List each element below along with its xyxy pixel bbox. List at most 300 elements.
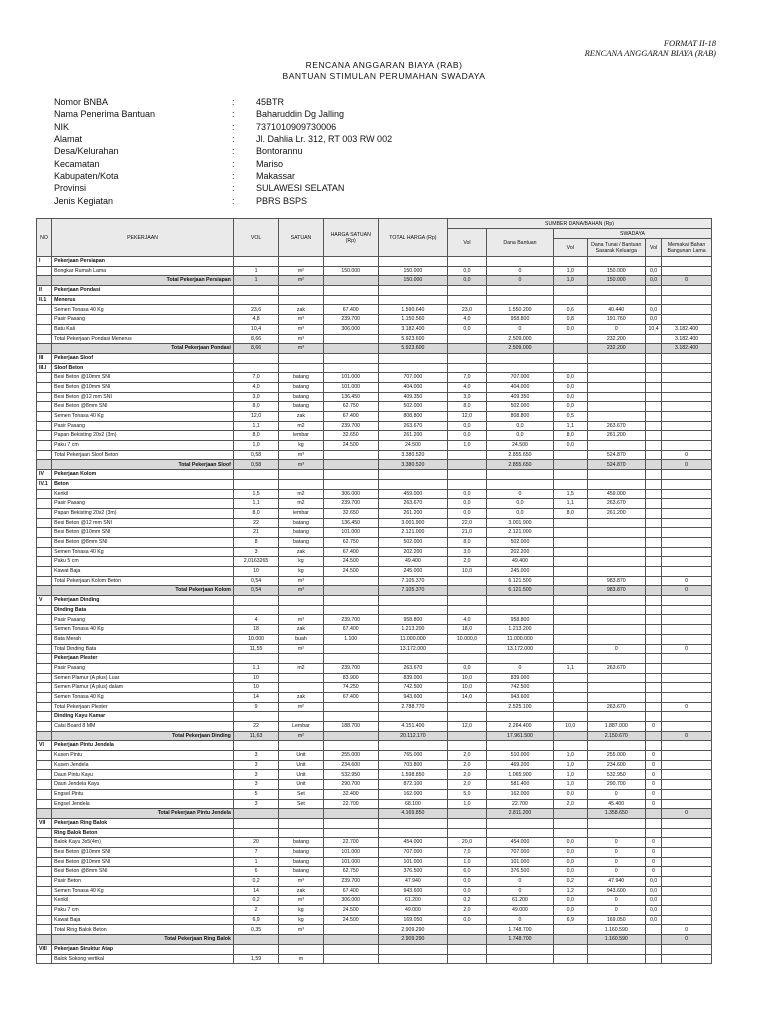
cell-total-harga: 263.670: [378, 499, 447, 509]
cell-pekerjaan: Balok Kayu 3x5(4m): [52, 838, 234, 848]
cell-vol-tunai: [554, 925, 588, 935]
cell-vol-tunai: [554, 818, 588, 828]
cell-vol: [233, 470, 278, 480]
cell-vol-bantuan: 18,0: [448, 625, 487, 635]
cell-satuan: kg: [279, 567, 323, 577]
cell-no: [37, 915, 52, 925]
cell-vol-tunai: [554, 702, 588, 712]
cell-vol-tunai: 0,0: [554, 789, 588, 799]
cell-harga-satuan: [323, 479, 378, 489]
cell-dana-tunai: 263.670: [587, 499, 645, 509]
cell-satuan: m2: [279, 663, 323, 673]
section-row: [37, 654, 712, 664]
info-colon: :: [232, 146, 235, 157]
cell-bahan-lama: [662, 867, 712, 877]
section-row: [37, 479, 712, 489]
table-row: [37, 789, 712, 799]
cell-harga-satuan: 306.000: [323, 489, 378, 499]
cell-no: IV: [37, 470, 52, 480]
cell-total-harga: 202.200: [378, 547, 447, 557]
cell-harga-satuan: 1.100: [323, 634, 378, 644]
cell-dana-bantuan: 0: [486, 324, 553, 334]
table-row: [37, 567, 712, 577]
cell-satuan: m³: [279, 324, 323, 334]
cell-vol-lama: 0,0: [645, 315, 661, 325]
cell-vol: 0,58: [233, 460, 278, 470]
cell-dana-tunai: [587, 944, 645, 954]
cell-vol-lama: [645, 809, 661, 819]
cell-pekerjaan: Pekerjaan Kolom: [52, 470, 234, 480]
cell-pekerjaan: Semen Tonasa 40 Kg: [52, 305, 234, 315]
cell-pekerjaan: Batu Kali: [52, 324, 234, 334]
cell-pekerjaan: Beton: [52, 479, 234, 489]
cell-pekerjaan: Dinding Bata: [52, 605, 234, 615]
cell-harga-satuan: 62.750: [323, 537, 378, 547]
cell-satuan: kg: [279, 557, 323, 567]
cell-vol: 8: [233, 537, 278, 547]
cell-vol-lama: [645, 421, 661, 431]
rab-table: [36, 218, 712, 964]
info-row: [54, 121, 392, 133]
cell-dana-bantuan: 0,0: [486, 508, 553, 518]
table-row: [37, 838, 712, 848]
info-value: 7371010909730006: [256, 121, 337, 132]
info-colon: :: [232, 183, 235, 194]
cell-satuan: batang: [279, 838, 323, 848]
cell-dana-tunai: 0: [587, 906, 645, 916]
cell-pekerjaan: Total Pekerjaan Kolom Beton: [52, 576, 234, 586]
cell-total-harga: 3.001.900: [378, 518, 447, 528]
cell-bahan-lama: [662, 489, 712, 499]
cell-no: [37, 867, 52, 877]
cell-no: [37, 605, 52, 615]
cell-dana-tunai: [587, 257, 645, 267]
cell-vol: 20: [233, 838, 278, 848]
cell-dana-bantuan: [486, 363, 553, 373]
cell-dana-bantuan: 0: [486, 915, 553, 925]
cell-dana-tunai: [587, 402, 645, 412]
cell-vol-tunai: [554, 944, 588, 954]
cell-no: [37, 615, 52, 625]
cell-pekerjaan: Kerikil: [52, 489, 234, 499]
table-row: [37, 877, 712, 887]
cell-dana-tunai: [587, 654, 645, 664]
cell-vol-tunai: [554, 625, 588, 635]
cell-total-harga: 404.000: [378, 382, 447, 392]
cell-bahan-lama: [662, 789, 712, 799]
cell-vol: 0,2: [233, 896, 278, 906]
cell-pekerjaan: Total Pekerjaan Persiapan: [52, 276, 234, 286]
total-row: [37, 460, 712, 470]
cell-vol-bantuan: 0,0: [448, 421, 487, 431]
cell-no: [37, 392, 52, 402]
cell-satuan: [279, 741, 323, 751]
cell-vol-bantuan: [448, 712, 487, 722]
cell-dana-bantuan: 839.000: [486, 673, 553, 683]
cell-bahan-lama: [662, 751, 712, 761]
cell-satuan: batang: [279, 373, 323, 383]
cell-dana-tunai: 1.160.590: [587, 925, 645, 935]
cell-vol-bantuan: 0,0: [448, 877, 487, 887]
cell-bahan-lama: [662, 596, 712, 606]
cell-harga-satuan: [323, 450, 378, 460]
cell-harga-satuan: [323, 605, 378, 615]
col-harga-satuan: HARGA SATUAN (Rp): [323, 219, 378, 257]
cell-dana-tunai: [587, 828, 645, 838]
cell-harga-satuan: [323, 276, 378, 286]
cell-vol-tunai: 0,0: [554, 857, 588, 867]
cell-dana-bantuan: 22.700: [486, 799, 553, 809]
info-value: Baharuddin Dg Jalling: [256, 109, 345, 120]
cell-harga-satuan: 239.700: [323, 499, 378, 509]
cell-harga-satuan: 67.400: [323, 547, 378, 557]
table-row: [37, 906, 712, 916]
cell-bahan-lama: [662, 818, 712, 828]
cell-harga-satuan: 255.000: [323, 751, 378, 761]
cell-satuan: [279, 712, 323, 722]
cell-vol: 22: [233, 722, 278, 732]
cell-dana-bantuan: 0: [486, 276, 553, 286]
cell-satuan: [279, 673, 323, 683]
cell-pekerjaan: Besi Beton @10mm SNI: [52, 373, 234, 383]
cell-vol: 21: [233, 528, 278, 538]
cell-dana-tunai: [587, 353, 645, 363]
cell-bahan-lama: [662, 257, 712, 267]
cell-pekerjaan: Papan Bekisting 20x2 (3m): [52, 431, 234, 441]
cell-pekerjaan: Kusen Jendela: [52, 760, 234, 770]
table-row: [37, 402, 712, 412]
table-row: [37, 266, 712, 276]
cell-harga-satuan: [323, 925, 378, 935]
cell-no: [37, 751, 52, 761]
cell-vol-tunai: 1,0: [554, 760, 588, 770]
cell-no: [37, 760, 52, 770]
cell-dana-bantuan: [486, 954, 553, 964]
cell-vol-bantuan: 23,0: [448, 305, 487, 315]
cell-vol: 10,4: [233, 324, 278, 334]
cell-vol-tunai: 0,6: [554, 305, 588, 315]
cell-no: [37, 412, 52, 422]
cell-harga-satuan: 74.250: [323, 683, 378, 693]
cell-vol-tunai: 0,0: [554, 906, 588, 916]
table-row: [37, 373, 712, 383]
cell-harga-satuan: 32.650: [323, 431, 378, 441]
rab-table-container: [36, 218, 712, 964]
cell-dana-bantuan: [486, 596, 553, 606]
cell-harga-satuan: 306.000: [323, 896, 378, 906]
cell-harga-satuan: 136.450: [323, 392, 378, 402]
cell-pekerjaan: Besi Beton @8mm SNI: [52, 867, 234, 877]
cell-satuan: [279, 818, 323, 828]
format-code: FORMAT II-18: [663, 38, 716, 48]
cell-dana-bantuan: [486, 479, 553, 489]
cell-dana-bantuan: 2.264.400: [486, 722, 553, 732]
cell-vol-tunai: 8,0: [554, 508, 588, 518]
cell-dana-bantuan: 943.600: [486, 692, 553, 702]
cell-vol-tunai: [554, 692, 588, 702]
cell-bahan-lama: 0: [662, 644, 712, 654]
cell-pekerjaan: Semen Tonasa 40 Kg: [52, 547, 234, 557]
cell-bahan-lama: [662, 441, 712, 451]
cell-vol-lama: [645, 508, 661, 518]
info-label: Nomor BNBA: [54, 97, 109, 108]
cell-pekerjaan: Total Pekerjaan Pondasi: [52, 344, 234, 354]
cell-satuan: kg: [279, 906, 323, 916]
cell-harga-satuan: 67.400: [323, 692, 378, 702]
cell-no: [37, 722, 52, 732]
cell-harga-satuan: 22.700: [323, 799, 378, 809]
cell-no: [37, 344, 52, 354]
cell-total-harga: [378, 954, 447, 964]
cell-bahan-lama: [662, 479, 712, 489]
cell-harga-satuan: [323, 286, 378, 296]
cell-vol: [233, 295, 278, 305]
cell-harga-satuan: [323, 334, 378, 344]
cell-pekerjaan: Besi Beton @8mm SNI: [52, 537, 234, 547]
cell-harga-satuan: 101.000: [323, 857, 378, 867]
cell-total-harga: 459.000: [378, 489, 447, 499]
cell-dana-bantuan: [486, 654, 553, 664]
cell-no: [37, 547, 52, 557]
cell-satuan: m2: [279, 499, 323, 509]
cell-vol-tunai: [554, 537, 588, 547]
format-label: [585, 38, 716, 58]
cell-satuan: [279, 295, 323, 305]
cell-pekerjaan: Total Pekerjaan Dinding: [52, 731, 234, 741]
cell-total-harga: 765.000: [378, 751, 447, 761]
cell-vol: 3: [233, 547, 278, 557]
cell-vol-bantuan: 10.000,0: [448, 634, 487, 644]
cell-harga-satuan: 239.700: [323, 315, 378, 325]
cell-vol-lama: [645, 625, 661, 635]
cell-satuan: m²: [279, 276, 323, 286]
cell-vol: [233, 257, 278, 267]
cell-vol-tunai: [554, 470, 588, 480]
cell-satuan: [279, 654, 323, 664]
cell-no: [37, 702, 52, 712]
cell-vol-lama: [645, 518, 661, 528]
cell-total-harga: 1.598.850: [378, 770, 447, 780]
cell-harga-satuan: 101.000: [323, 847, 378, 857]
cell-vol: 14: [233, 886, 278, 896]
cell-vol-lama: [645, 257, 661, 267]
cell-no: [37, 799, 52, 809]
info-colon: :: [232, 134, 235, 145]
cell-vol-tunai: 1,0: [554, 266, 588, 276]
cell-bahan-lama: [662, 654, 712, 664]
cell-vol-tunai: 2,0: [554, 799, 588, 809]
cell-harga-satuan: [323, 295, 378, 305]
cell-pekerjaan: Pekerjaan Sloof: [52, 353, 234, 363]
cell-no: II.1: [37, 295, 52, 305]
cell-pekerjaan: Semen Tonasa 40 Kg: [52, 692, 234, 702]
cell-vol-tunai: 10,0: [554, 722, 588, 732]
cell-vol-lama: [645, 818, 661, 828]
table-row: [37, 847, 712, 857]
cell-harga-satuan: 83.900: [323, 673, 378, 683]
cell-vol-tunai: [554, 712, 588, 722]
cell-vol: 5: [233, 789, 278, 799]
cell-vol-bantuan: 3,0: [448, 547, 487, 557]
info-colon: :: [232, 121, 235, 132]
cell-vol-bantuan: 2,0: [448, 557, 487, 567]
table-row: [37, 382, 712, 392]
cell-satuan: [279, 828, 323, 838]
cell-vol-tunai: [554, 731, 588, 741]
table-row: [37, 780, 712, 790]
col-total-harga: TOTAL HARGA (Rp): [378, 219, 447, 257]
cell-dana-bantuan: 502.000: [486, 537, 553, 547]
cell-total-harga: 2.909.290: [378, 935, 447, 945]
table-row: [37, 499, 712, 509]
table-row: [37, 751, 712, 761]
cell-vol-lama: [645, 731, 661, 741]
cell-vol: [233, 363, 278, 373]
cell-dana-bantuan: 245.000: [486, 567, 553, 577]
cell-vol-lama: 0: [645, 847, 661, 857]
cell-dana-bantuan: 958.800: [486, 315, 553, 325]
cell-vol-tunai: [554, 809, 588, 819]
col-pekerjaan: PEKERJAAN: [52, 219, 234, 257]
cell-total-harga: [378, 353, 447, 363]
cell-vol: [233, 818, 278, 828]
cell-vol-tunai: [554, 576, 588, 586]
cell-dana-tunai: 45.400: [587, 799, 645, 809]
cell-dana-tunai: [587, 441, 645, 451]
cell-dana-tunai: 232.200: [587, 334, 645, 344]
table-row: [37, 508, 712, 518]
cell-harga-satuan: 24.500: [323, 441, 378, 451]
cell-vol: 10: [233, 683, 278, 693]
cell-dana-bantuan: 958.800: [486, 615, 553, 625]
cell-vol: 14: [233, 692, 278, 702]
cell-vol-bantuan: [448, 741, 487, 751]
cell-vol: 3,0: [233, 392, 278, 402]
cell-vol-bantuan: 0,0: [448, 324, 487, 334]
cell-vol-lama: [645, 944, 661, 954]
cell-dana-tunai: [587, 295, 645, 305]
cell-vol-lama: 0: [645, 857, 661, 867]
table-row: [37, 692, 712, 702]
cell-vol-lama: [645, 382, 661, 392]
cell-vol-bantuan: 0,0: [448, 489, 487, 499]
cell-total-harga: [378, 295, 447, 305]
info-label: Nama Penerima Bantuan: [54, 109, 156, 120]
cell-dana-bantuan: 6.121.500: [486, 576, 553, 586]
cell-total-harga: 101.000: [378, 857, 447, 867]
cell-bahan-lama: [662, 741, 712, 751]
cell-pekerjaan: Sloof Beton: [52, 363, 234, 373]
cell-satuan: m²: [279, 266, 323, 276]
cell-vol-tunai: 1,0: [554, 770, 588, 780]
cell-no: [37, 935, 52, 945]
cell-vol-lama: [645, 344, 661, 354]
cell-total-harga: 245.000: [378, 567, 447, 577]
cell-harga-satuan: 22.700: [323, 838, 378, 848]
cell-no: [37, 625, 52, 635]
cell-vol-tunai: 0,0: [554, 838, 588, 848]
cell-dana-tunai: [587, 625, 645, 635]
cell-vol-bantuan: 1,0: [448, 799, 487, 809]
cell-total-harga: 3.182.400: [378, 324, 447, 334]
section-row: [37, 828, 712, 838]
cell-vol-lama: [645, 954, 661, 964]
cell-dana-tunai: 459.000: [587, 489, 645, 499]
cell-dana-bantuan: [486, 712, 553, 722]
info-colon: :: [232, 195, 235, 206]
cell-bahan-lama: [662, 857, 712, 867]
cell-harga-satuan: 101.000: [323, 373, 378, 383]
table-row: [37, 528, 712, 538]
table-row: [37, 315, 712, 325]
cell-bahan-lama: [662, 615, 712, 625]
cell-no: [37, 489, 52, 499]
cell-dana-tunai: [587, 712, 645, 722]
cell-no: VI: [37, 741, 52, 751]
cell-vol: [233, 828, 278, 838]
cell-vol-tunai: [554, 683, 588, 693]
cell-vol-bantuan: 0,0: [448, 508, 487, 518]
cell-bahan-lama: 0: [662, 731, 712, 741]
cell-vol-lama: 0: [645, 751, 661, 761]
cell-total-harga: [378, 712, 447, 722]
cell-dana-bantuan: [486, 605, 553, 615]
cell-satuan: [279, 605, 323, 615]
cell-vol-lama: 0,0: [645, 305, 661, 315]
table-row: [37, 770, 712, 780]
cell-satuan: m³: [279, 925, 323, 935]
subtotal-row: [37, 644, 712, 654]
cell-no: [37, 663, 52, 673]
cell-bahan-lama: [662, 266, 712, 276]
info-row: [54, 145, 392, 157]
cell-dana-tunai: 169.050: [587, 915, 645, 925]
cell-no: [37, 499, 52, 509]
cell-vol-bantuan: 4,0: [448, 315, 487, 325]
cell-vol-bantuan: 8,0: [448, 402, 487, 412]
cell-pekerjaan: Engsel Jendela: [52, 799, 234, 809]
cell-total-harga: 2.121.000: [378, 528, 447, 538]
cell-harga-satuan: [323, 470, 378, 480]
cell-total-harga: 409.350: [378, 392, 447, 402]
cell-total-harga: 1.150.560: [378, 315, 447, 325]
cell-no: [37, 586, 52, 596]
cell-vol-tunai: [554, 644, 588, 654]
cell-bahan-lama: 3.182.400: [662, 344, 712, 354]
cell-vol-tunai: [554, 460, 588, 470]
cell-pekerjaan: Kawat Baja: [52, 567, 234, 577]
cell-vol-lama: [645, 712, 661, 722]
cell-dana-bantuan: 202.200: [486, 547, 553, 557]
cell-dana-tunai: [587, 605, 645, 615]
cell-pekerjaan: Besi Beton @10mm SNI: [52, 382, 234, 392]
cell-no: [37, 673, 52, 683]
info-value: Jl. Dahlia Lr. 312, RT 003 RW 002: [256, 134, 393, 145]
cell-satuan: m³: [279, 586, 323, 596]
cell-bahan-lama: 0: [662, 809, 712, 819]
cell-harga-satuan: [323, 731, 378, 741]
cell-vol-bantuan: 1,0: [448, 441, 487, 451]
total-row: [37, 731, 712, 741]
cell-pekerjaan: Semen Tonasa 40 Kg: [52, 625, 234, 635]
cell-vol-tunai: [554, 450, 588, 460]
cell-vol-tunai: 0,0: [554, 373, 588, 383]
info-colon: :: [232, 109, 235, 120]
recipient-info: [54, 96, 392, 207]
cell-vol-tunai: 1,1: [554, 421, 588, 431]
cell-dana-tunai: [587, 673, 645, 683]
cell-bahan-lama: 0: [662, 450, 712, 460]
